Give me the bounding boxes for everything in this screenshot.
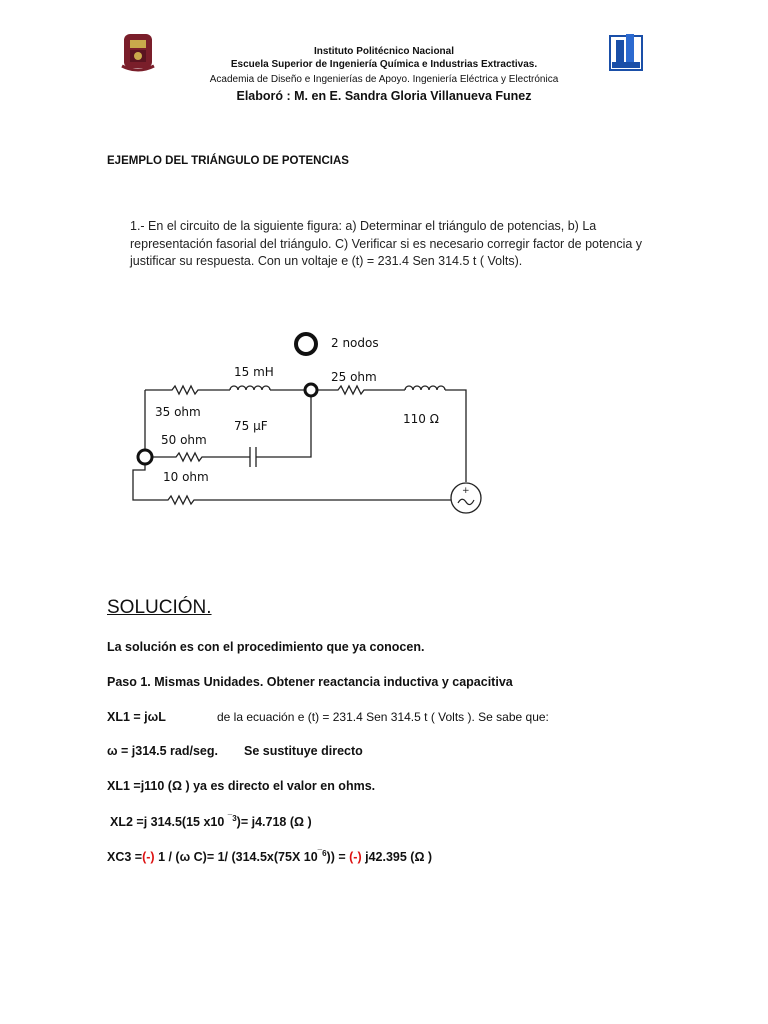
nodes-label: 2 nodos (331, 336, 379, 350)
step-1: Paso 1. Mismas Unidades. Obtener reactancia inductiva y capacitiva (107, 675, 513, 689)
solution-heading: SOLUCIÓN. (107, 597, 212, 618)
xc3-equation (107, 849, 432, 864)
academy-name: Academia de Diseño e Ingenierías de Apoyo. Ingeniería Eléctrica y Electrónica (209, 74, 559, 85)
institution-name: Instituto Politécnico Nacional (313, 46, 454, 57)
l1-label: 15 mH (234, 365, 274, 379)
capacitor-75uf (250, 447, 256, 467)
xc3-negative-1: (-) (142, 850, 155, 865)
node-left (138, 450, 152, 464)
l2-label: 110 Ω (403, 412, 439, 426)
xl1-value: XL1 =j110 (Ω ) ya es directo el valor en ohms. (107, 779, 376, 793)
example-title: EJEMPLO DEL TRIÁNGULO DE POTENCIAS (107, 155, 349, 167)
xc3-negative-2: (-) (349, 850, 362, 865)
xc3-part-a: XC3 = (107, 850, 143, 865)
xc3-part-d: j42.395 (Ω ) (361, 850, 433, 865)
svg-text:+: + (462, 486, 470, 496)
xl1-note: de la ecuación e (t) = 231.4 Sen 314.5 t ( Volts ). Se sabe que: (217, 710, 549, 724)
xc3-part-b: 1 / (ω C)= 1/ (314.5x(75X 10 (154, 850, 318, 865)
omega-note: Se sustituye directo (244, 744, 363, 758)
xc3-part-c: )) = (326, 850, 350, 865)
author-line: Elaboró : M. en E. Sandra Gloria Villanueva Funez (236, 89, 532, 103)
node-top (305, 384, 317, 396)
xl2-equation (110, 814, 312, 829)
xl2-part-b: )= j4.718 (Ω ) (236, 815, 312, 830)
r-top-label: 25 ohm (331, 370, 377, 384)
omega-equation: ω = j314.5 rad/seg. (107, 744, 218, 758)
resistor-50-ohm (153, 453, 250, 461)
resistor-35-ohm (145, 386, 230, 394)
r-left-label: 35 ohm (155, 405, 201, 419)
inductor-110 (405, 386, 445, 390)
resistor-25-ohm (318, 386, 405, 394)
inductor-15mh (230, 386, 270, 390)
xl2-exponent: ¯3 (227, 814, 237, 823)
node-legend-symbol (296, 334, 316, 354)
school-name: Escuela Superior de Ingeniería Química e Industrias Extractivas. (230, 59, 538, 70)
xl1-equation: XL1 = jωL (107, 710, 166, 724)
xc3-exponent: ¯6 (317, 849, 327, 858)
r-bottom-label: 10 ohm (163, 470, 209, 484)
problem-statement: 1.- En el circuito de la siguiente figura: a) Determinar el triángulo de potencias, b) La representación fasorial del triángulo. C) Verificar si es necesario corregir factor de potencia y justificar su respuesta. Con un voltaje e (t) = 231.4 Sen 314.5 t ( Volts). (130, 219, 643, 268)
xl2-part-a: XL2 =j 314.5(15 x10 (110, 815, 228, 830)
r-mid-label: 50 ohm (161, 433, 207, 447)
circuit-diagram (0, 320, 768, 530)
cap-label: 75 μF (234, 419, 268, 433)
solution-intro: La solución es con el procedimiento que ya conocen. (107, 640, 425, 654)
